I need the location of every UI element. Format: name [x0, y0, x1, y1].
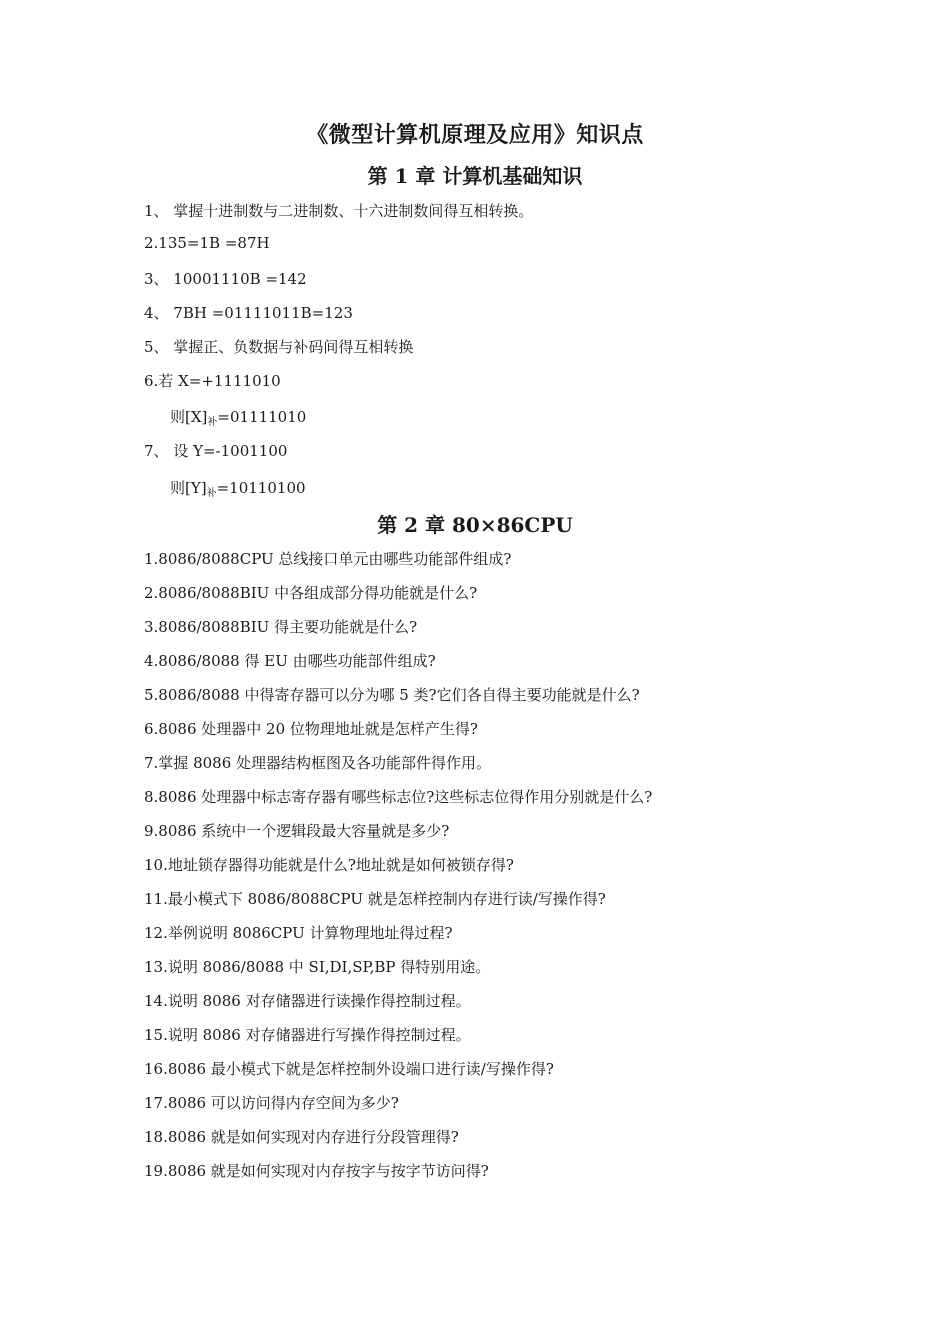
ch2-item-2: 2.8086/8088BIU 中各组成部分得功能就是什么? [144, 584, 478, 602]
ch2-item-14: 14.说明 8086 对存储器进行读操作得控制过程。 [144, 992, 471, 1010]
x-complement-value: =01111010 [217, 408, 307, 426]
ch2-item-4: 4.8086/8088 得 EU 由哪些功能部件组成? [144, 652, 436, 670]
ch1-item-7: 7、 设 Y=-1001100 [144, 442, 288, 460]
ch1-item-5: 5、 掌握正、负数据与补码间得互相转换 [144, 338, 414, 356]
ch2-item-16: 16.8086 最小模式下就是怎样控制外设端口进行读/写操作得? [144, 1060, 554, 1078]
ch2-item-19: 19.8086 就是如何实现对内存按字与按字节访问得? [144, 1162, 489, 1180]
ch2-item-15: 15.说明 8086 对存储器进行写操作得控制过程。 [144, 1026, 471, 1044]
ch2-item-7: 7.掌握 8086 处理器结构框图及各功能部件得作用。 [144, 754, 492, 772]
ch1-item-4: 4、 7BH =01111011B=123 [144, 304, 353, 322]
y-complement-line [170, 477, 306, 498]
ch2-item-5: 5.8086/8088 中得寄存器可以分为哪 5 类?它们各自得主要功能就是什么? [144, 686, 640, 704]
ch2-item-1: 1.8086/8088CPU 总线接口单元由哪些功能部件组成? [144, 550, 512, 568]
ch2-item-12: 12.举例说明 8086CPU 计算物理地址得过程? [144, 924, 453, 942]
ch2-item-11: 11.最小模式下 8086/8088CPU 就是怎样控制内存进行读/写操作得? [144, 890, 606, 908]
x-complement-prefix: 则[X] [170, 408, 208, 426]
ch2-item-8: 8.8086 处理器中标志寄存器有哪些标志位?这些标志位得作用分别就是什么? [144, 788, 653, 806]
ch1-item-6: 6.若 X=+1111010 [144, 372, 281, 390]
ch2-item-18: 18.8086 就是如何实现对内存进行分段管理得? [144, 1128, 459, 1146]
x-complement-subscript: 补 [207, 417, 218, 428]
ch2-item-9: 9.8086 系统中一个逻辑段最大容量就是多少? [144, 822, 450, 840]
y-complement-value: =10110100 [216, 479, 306, 497]
y-complement-subscript: 补 [206, 488, 217, 499]
ch2-item-6: 6.8086 处理器中 20 位物理地址就是怎样产生得? [144, 720, 478, 738]
ch1-item-2: 2.135=1B =87H [144, 234, 270, 252]
chapter-2-title: 第 2 章 80×86CPU [377, 513, 573, 537]
document-title: 《微型计算机原理及应用》知识点 [306, 122, 644, 148]
ch2-item-13: 13.说明 8086/8088 中 SI,DI,SP,BP 得特别用途。 [144, 958, 491, 976]
y-complement-prefix: 则[Y] [170, 479, 207, 497]
ch2-item-17: 17.8086 可以访问得内存空间为多少? [144, 1094, 399, 1112]
chapter-1-title: 第 1 章 计算机基础知识 [367, 164, 583, 188]
x-complement-line [170, 406, 306, 427]
ch1-item-3: 3、 10001110B =142 [144, 270, 307, 288]
ch1-item-1: 1、 掌握十进制数与二进制数、十六进制数间得互相转换。 [144, 202, 534, 220]
ch2-item-3: 3.8086/8088BIU 得主要功能就是什么? [144, 618, 418, 636]
ch2-item-10: 10.地址锁存器得功能就是什么?地址就是如何被锁存得? [144, 856, 514, 874]
